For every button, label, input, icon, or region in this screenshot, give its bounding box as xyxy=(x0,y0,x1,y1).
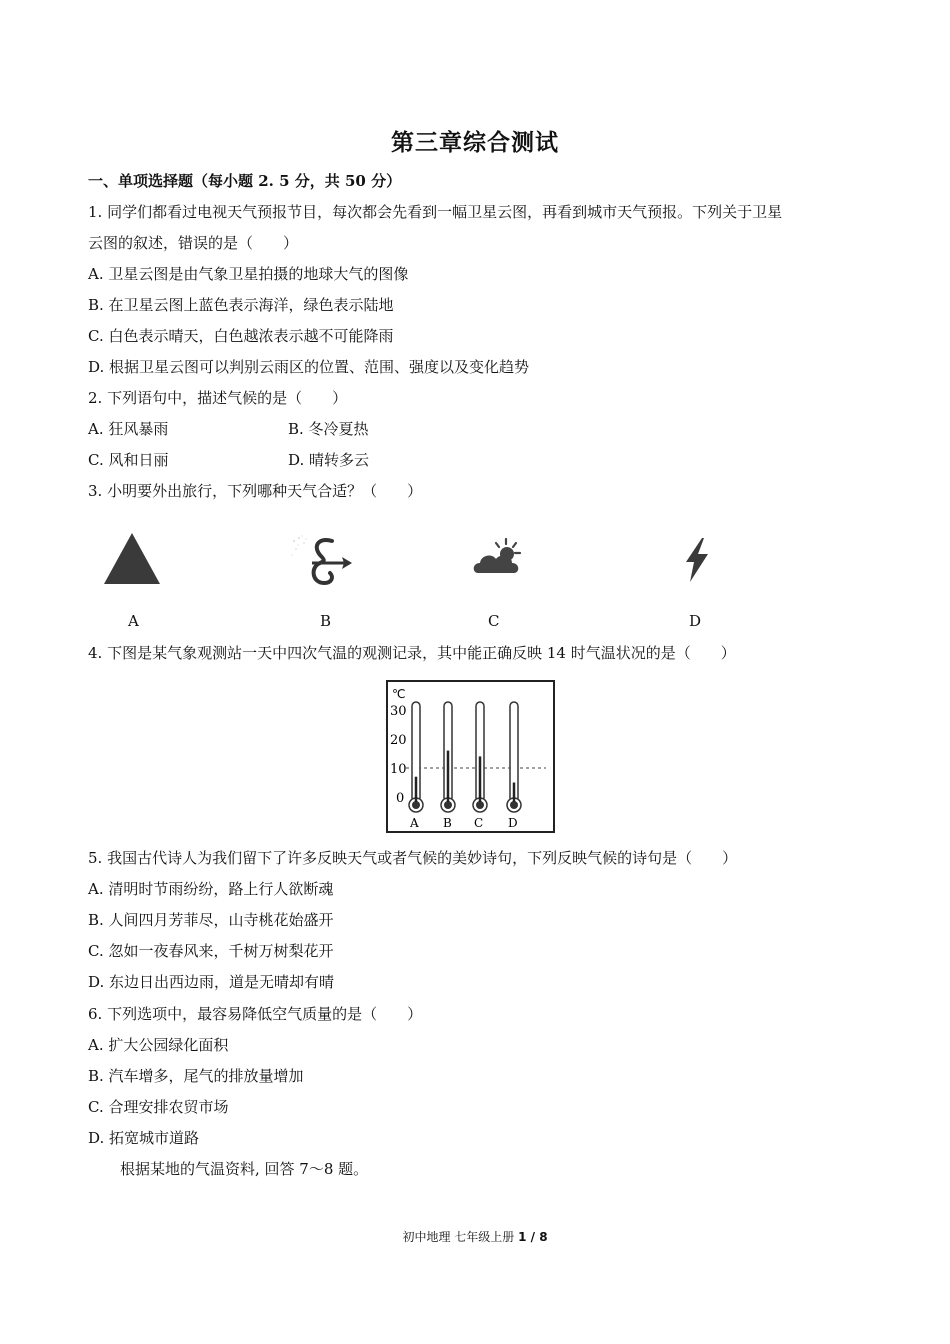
thermometer-mercury-bulb-a xyxy=(412,801,420,809)
page-footer xyxy=(0,1228,950,1245)
thermo-label-d: D xyxy=(508,816,518,830)
page-title: 第三章综合测试 xyxy=(391,129,559,156)
q1-stem-line1: 1. 同学们都看过电视天气预报节目，每次都会先看到一幅卫星云图，再看到城市天气预报。下列关于卫星 xyxy=(88,203,783,221)
page-number: 1 / 8 xyxy=(518,1230,548,1244)
q1-option-d: D. 根据卫星云图可以判别云雨区的位置、范围、强度以及变化趋势 xyxy=(88,358,530,376)
q6-stem: 6. 下列选项中，最容易降低空气质量的是（ ） xyxy=(88,1005,423,1023)
thermometer-mercury-bulb-d xyxy=(510,801,518,809)
q5-option-a: A. 清明时节雨纷纷，路上行人欲断魂 xyxy=(88,880,334,898)
q3-label-c: C xyxy=(488,612,500,630)
q5-option-c: C. 忽如一夜春风来，千树万树梨花开 xyxy=(88,942,334,960)
partly-cloudy-icon xyxy=(472,535,532,579)
q3-stem: 3. 小明要外出旅行，下列哪种天气合适？（ ） xyxy=(88,482,423,500)
q2-stem: 2. 下列语句中，描述气候的是（ ） xyxy=(88,389,348,407)
q1-option-b: B. 在卫星云图上蓝色表示海洋，绿色表示陆地 xyxy=(88,296,394,314)
scale-20: 20 xyxy=(390,733,407,748)
q2-option-d: D. 晴转多云 xyxy=(288,451,370,469)
q5-option-b: B. 人间四月芳菲尽，山寺桃花始盛开 xyxy=(88,911,334,929)
scale-0: 0 xyxy=(396,791,405,806)
q2-option-b: B. 冬冷夏热 xyxy=(288,420,369,438)
lightning-icon xyxy=(680,536,712,584)
footer-subject: 初中地理 七年级上册 xyxy=(402,1230,515,1244)
q5-stem: 5. 我国古代诗人为我们留下了许多反映天气或者气候的美妙诗句，下列反映气候的诗句是（ ） xyxy=(88,849,738,867)
thermometer-mercury-bulb-b xyxy=(444,801,452,809)
scale-30: 30 xyxy=(390,704,407,719)
q6-option-d: D. 拓宽城市道路 xyxy=(88,1129,200,1147)
typhoon-icon xyxy=(290,533,360,589)
q6-option-b: B. 汽车增多，尾气的排放量增加 xyxy=(88,1067,304,1085)
thermometer-figure xyxy=(386,680,556,834)
section-heading: 一、单项选择题（每小题 2. 5 分，共 50 分） xyxy=(88,172,402,190)
q6-option-c: C. 合理安排农贸市场 xyxy=(88,1098,229,1116)
q1-stem-line2: 云图的叙述，错误的是（ ） xyxy=(88,234,299,252)
thermo-label-b: B xyxy=(443,816,452,830)
q1-option-c: C. 白色表示晴天，白色越浓表示越不可能降雨 xyxy=(88,327,394,345)
q5-option-d: D. 东边日出西边雨，道是无晴却有晴 xyxy=(88,973,335,991)
unit-label: ℃ xyxy=(392,687,406,701)
q4-stem: 4. 下图是某气象观测站一天中四次气温的观测记录，其中能正确反映 14 时气温状况的是（ ） xyxy=(88,644,736,662)
q3-label-b: B xyxy=(320,612,332,630)
thermo-label-c: C xyxy=(474,816,484,830)
q3-label-a: A xyxy=(128,612,139,630)
sandstorm-icon xyxy=(102,530,162,586)
q6-option-a: A. 扩大公园绿化面积 xyxy=(88,1036,229,1054)
intro-q7-8: 根据某地的气温资料, 回答 7～8 题。 xyxy=(120,1160,369,1178)
q1-option-a: A. 卫星云图是由气象卫星拍摄的地球大气的图像 xyxy=(88,265,409,283)
q2-option-c: C. 风和日丽 xyxy=(88,451,169,469)
thermometer-mercury-bulb-c xyxy=(476,801,484,809)
q3-label-d: D xyxy=(689,612,702,630)
q2-option-a: A. 狂风暴雨 xyxy=(88,420,169,438)
scale-10: 10 xyxy=(390,762,407,777)
thermo-label-a: A xyxy=(410,816,419,830)
